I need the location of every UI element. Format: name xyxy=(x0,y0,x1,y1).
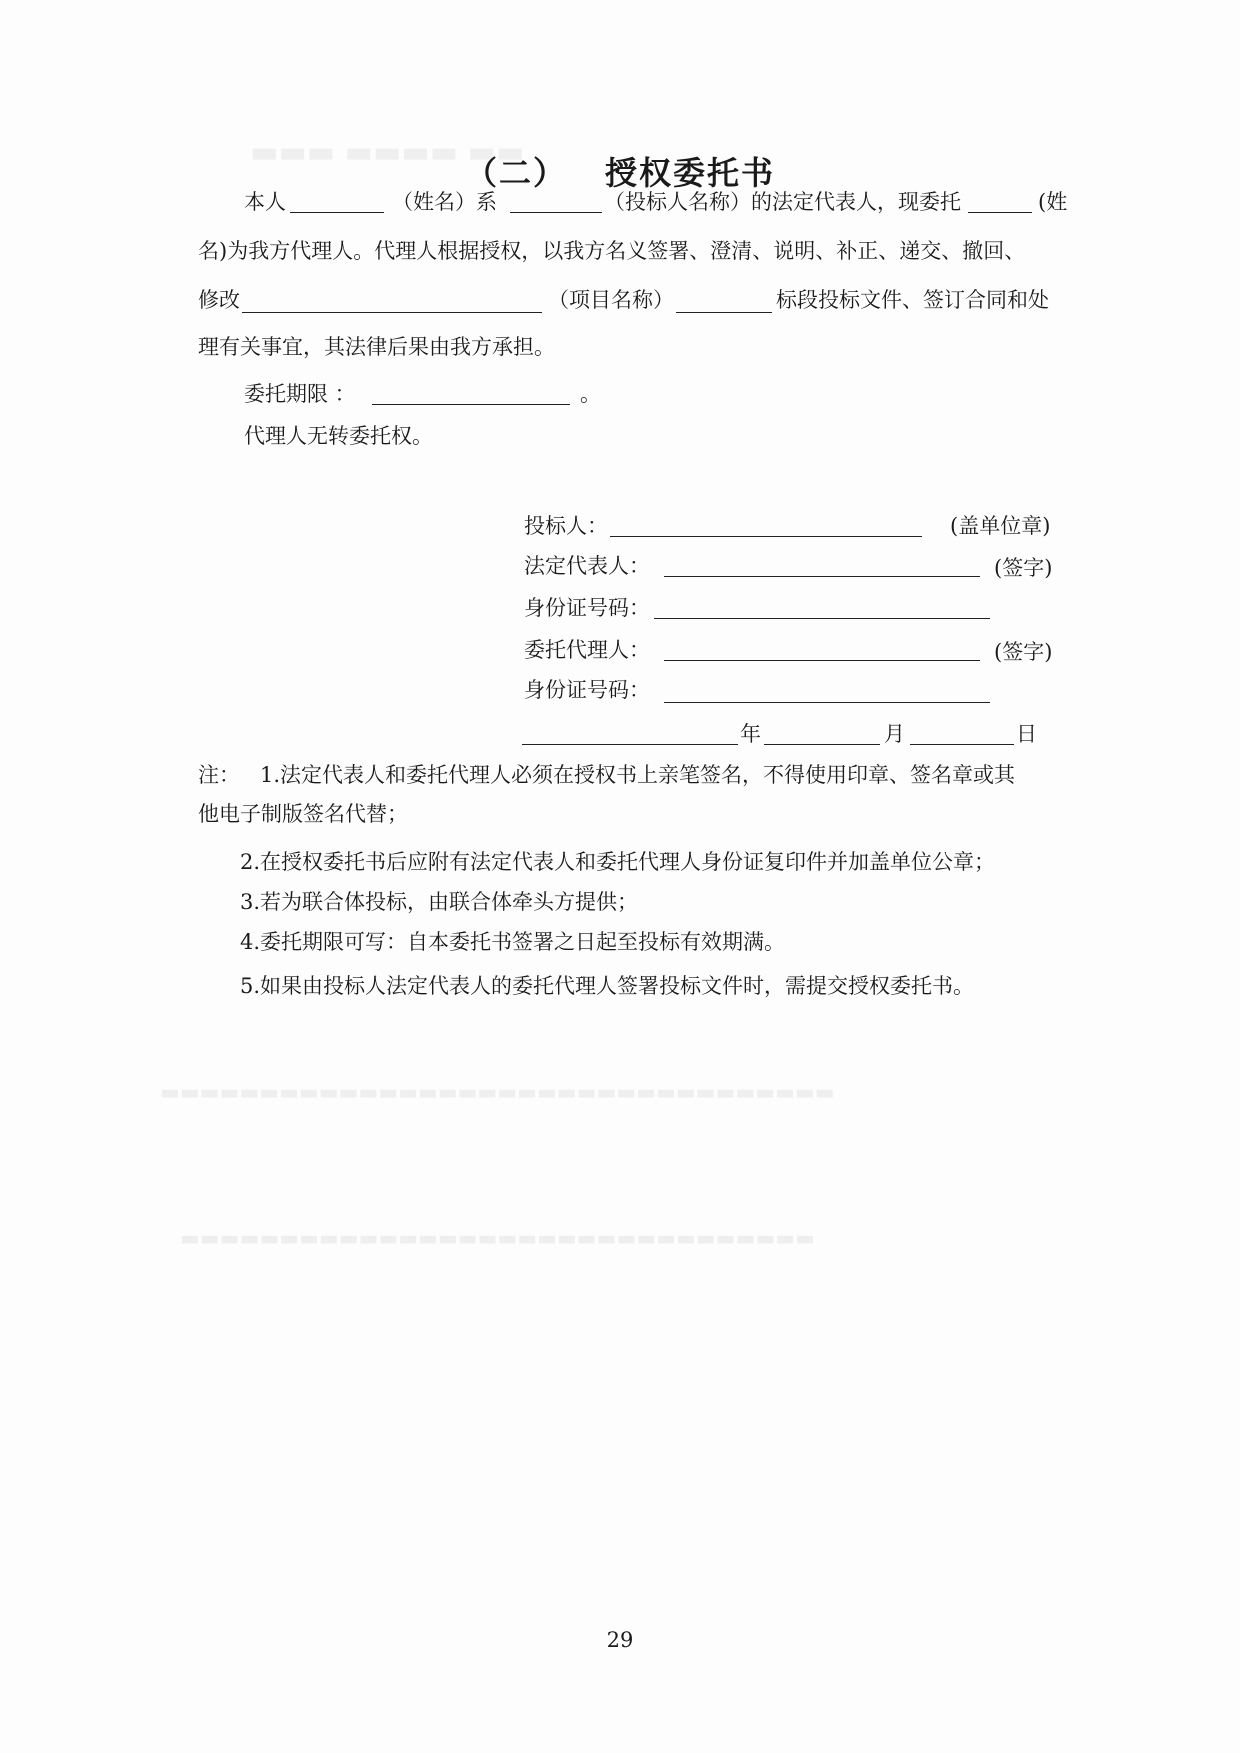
id-number-label: 身份证号码： xyxy=(524,678,650,702)
body-text: (姓 xyxy=(1038,190,1068,214)
body-text: （项目名称） xyxy=(548,288,674,312)
body-text: （投标人名称）的法定代表人，现委托 xyxy=(604,190,961,214)
note-item: 他电子制版签名代替； xyxy=(198,802,408,826)
bidder-seal-note: (盖单位章) xyxy=(950,514,1051,538)
note-item: 5.如果由投标人法定代表人的委托代理人签署投标文件时，需提交授权委托书。 xyxy=(240,974,975,998)
notes-label: 注： xyxy=(198,763,240,787)
bleed-through-mark: ▬▬▬▬▬▬▬▬▬▬▬▬▬▬▬▬▬▬▬▬▬▬▬▬▬▬▬▬▬▬▬▬ xyxy=(180,1226,815,1250)
body-text: 本人 xyxy=(244,190,286,214)
day-blank[interactable] xyxy=(910,744,1014,745)
legal-rep-sign-note: (签字) xyxy=(994,556,1053,580)
year-blank[interactable] xyxy=(522,744,738,745)
body-text: 标段投标文件、签订合同和处 xyxy=(776,288,1049,312)
title-text: 授权委托书 xyxy=(605,154,776,192)
agent-label: 委托代理人： xyxy=(524,638,650,662)
id-number-label: 身份证号码： xyxy=(524,596,650,620)
page-number: 29 xyxy=(606,1628,634,1652)
legal-rep-id-line[interactable] xyxy=(654,618,990,619)
body-text: 修改 xyxy=(198,288,240,312)
bidder-name-blank[interactable] xyxy=(510,212,602,213)
legal-rep-signature-line[interactable] xyxy=(664,576,980,577)
name-blank[interactable] xyxy=(290,212,384,213)
agent-sign-note: (签字) xyxy=(994,640,1053,664)
body-text: 名)为我方代理人。代理人根据授权，以我方名义签署、澄清、说明、补正、递交、撤回、 xyxy=(198,239,1026,263)
note-item: 4.委托期限可写：自本委托书签署之日起至投标有效期满。 xyxy=(240,930,786,954)
note-item: 3.若为联合体投标，由联合体牵头方提供； xyxy=(240,890,639,914)
agent-id-line[interactable] xyxy=(664,702,990,703)
bleed-through-mark: ▬▬ ▬▬▬▬ ▬▬▬ xyxy=(250,135,525,170)
bleed-through-mark: ▬▬▬▬▬▬▬▬▬▬▬▬▬▬▬▬▬▬▬▬▬▬▬▬▬▬▬▬▬▬▬▬▬▬ xyxy=(160,1080,835,1104)
note-item: 2.在授权委托书后应附有法定代表人和委托代理人身份证复印件并加盖单位公章； xyxy=(240,850,996,874)
title-section-number: （二） xyxy=(464,154,567,192)
month-label: 月 xyxy=(884,722,905,746)
project-name-blank[interactable] xyxy=(242,312,542,313)
agent-name-blank[interactable] xyxy=(968,212,1032,213)
lot-blank[interactable] xyxy=(676,312,772,313)
note-item: 1.法定代表人和委托代理人必须在授权书上亲笔签名，不得使用印章、签名章或其 xyxy=(260,763,1016,787)
day-label: 日 xyxy=(1016,722,1037,746)
agent-signature-line[interactable] xyxy=(664,660,980,661)
bidder-label: 投标人： xyxy=(524,514,608,538)
term-blank[interactable] xyxy=(372,404,570,405)
term-label: 委托期限 ： xyxy=(244,382,356,406)
body-text: 。 xyxy=(580,382,601,406)
year-label: 年 xyxy=(740,722,761,746)
legal-rep-label: 法定代表人： xyxy=(524,554,650,578)
month-blank[interactable] xyxy=(764,744,880,745)
body-text: 理有关事宜，其法律后果由我方承担。 xyxy=(198,335,555,359)
body-text: 代理人无转委托权。 xyxy=(244,424,433,448)
body-text: （姓名）系 xyxy=(392,190,497,214)
bidder-signature-line[interactable] xyxy=(610,536,922,537)
